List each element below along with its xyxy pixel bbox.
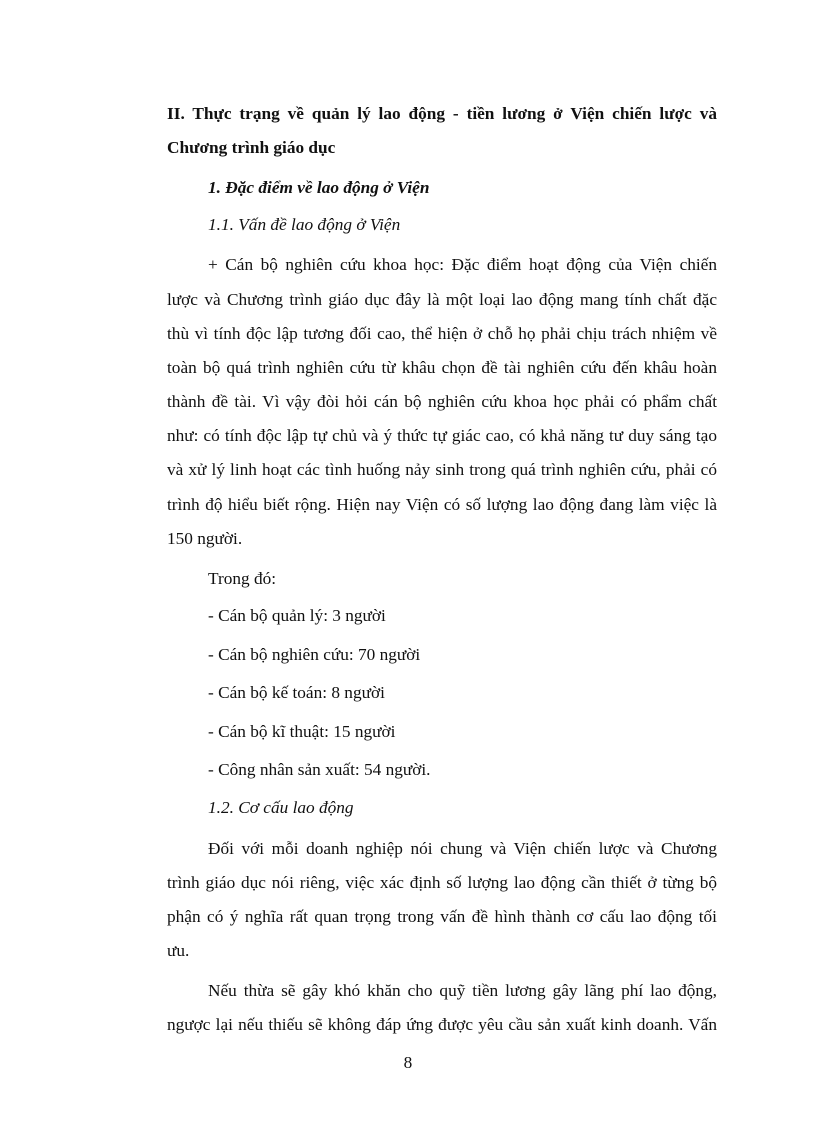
- page-number: 8: [403, 1053, 413, 1072]
- subsection-heading-1-2: 1.2. Cơ cấu lao động: [208, 798, 354, 817]
- paragraph-1-line: toàn bộ quá trình nghiên cứu từ khâu chọn đề tài nghiên cứu đến khâu hoàn: [167, 358, 717, 377]
- breakdown-item: - Cán bộ kĩ thuật: 15 người: [208, 722, 396, 741]
- section-heading-line-1: II. Thực trạng về quản lý lao động - tiền lương ở Viện chiến lược và: [167, 104, 717, 123]
- paragraph-1-line: 150 người.: [167, 529, 243, 548]
- subsection-heading-1-1: 1.1. Vấn đề lao động ở Viện: [208, 215, 401, 234]
- breakdown-item: - Cán bộ kế toán: 8 người: [208, 683, 385, 702]
- paragraph-1-line: thành đề tài. Vì vậy đòi hỏi cán bộ nghiên cứu khoa học phải có phẩm chất: [167, 392, 717, 411]
- paragraph-1-line: trình độ hiểu biết rộng. Hiện nay Viện có số lượng lao động đang làm việc là: [167, 495, 717, 514]
- paragraph-1-line: như: có tính độc lập tự chủ và ý thức tự giác cao, có khả năng tư duy sáng tạo: [167, 426, 717, 445]
- breakdown-item: - Công nhân sản xuất: 54 người.: [208, 760, 431, 779]
- breakdown-item: - Cán bộ quản lý: 3 người: [208, 606, 386, 625]
- breakdown-intro: Trong đó:: [208, 569, 277, 588]
- paragraph-3-line: Nếu thừa sẽ gây khó khăn cho quỹ tiền lương gây lãng phí lao động,: [208, 981, 717, 1000]
- paragraph-3-line: ngược lại nếu thiếu sẽ không đáp ứng được yêu cầu sản xuất kinh doanh. Vấn: [167, 1015, 717, 1034]
- section-heading-line-2: Chương trình giáo dục: [167, 138, 336, 157]
- paragraph-2-line: Đối với mỗi doanh nghiệp nói chung và Viện chiến lược và Chương: [208, 839, 717, 858]
- paragraph-2-line: phận có ý nghĩa rất quan trọng trong vấn đề hình thành cơ cấu lao động tối: [167, 907, 717, 926]
- paragraph-1-line: và xử lý linh hoạt các tình huống nảy sinh trong quá trình nghiên cứu, phải có: [167, 460, 717, 479]
- breakdown-item: - Cán bộ nghiên cứu: 70 người: [208, 645, 421, 664]
- subsection-heading-1: 1. Đặc điểm về lao động ở Viện: [208, 178, 430, 197]
- paragraph-2-line: ưu.: [167, 941, 190, 960]
- paragraph-1-line: thù vì tính độc lập tương đối cao, thể hiện ở chỗ họ phải chịu trách nhiệm về: [167, 324, 717, 343]
- paragraph-2-line: trình giáo dục nói riêng, việc xác định số lượng lao động cần thiết ở từng bộ: [167, 873, 717, 892]
- paragraph-1-line: lược và Chương trình giáo dục đây là một loại lao động mang tính chất đặc: [167, 290, 717, 309]
- paragraph-1-line: + Cán bộ nghiên cứu khoa học: Đặc điểm hoạt động của Viện chiến: [208, 255, 717, 274]
